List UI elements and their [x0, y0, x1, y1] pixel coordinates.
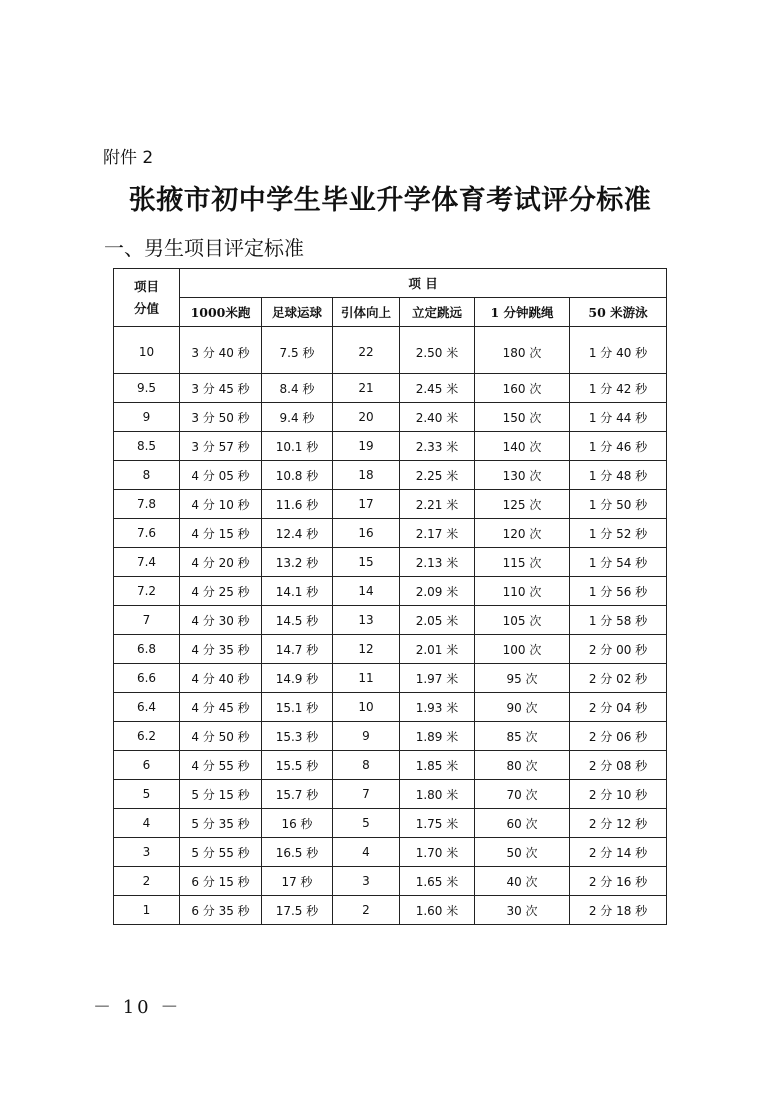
- table-cell: 3 分 45 秒: [180, 374, 262, 403]
- table-row: [114, 722, 667, 751]
- table-cell: 5 分 35 秒: [180, 809, 262, 838]
- attachment-label: 附件 2: [103, 148, 154, 168]
- table-cell: 2 分 18 秒: [570, 896, 667, 925]
- table-cell: 2.33 米: [400, 432, 475, 461]
- table-row: [114, 490, 667, 519]
- score-cell: 6.6: [114, 664, 180, 693]
- table-cell: 110 次: [475, 577, 570, 606]
- table-cell: 4 分 40 秒: [180, 664, 262, 693]
- score-cell: 10: [114, 327, 180, 374]
- table-cell: 21: [333, 374, 400, 403]
- score-cell: 5: [114, 780, 180, 809]
- table-cell: 2.50 米: [400, 327, 475, 374]
- table-cell: 2 分 12 秒: [570, 809, 667, 838]
- table-cell: 4 分 20 秒: [180, 548, 262, 577]
- table-row: [114, 751, 667, 780]
- table-row: [114, 374, 667, 403]
- table-cell: 2.25 米: [400, 461, 475, 490]
- table-cell: 1.75 米: [400, 809, 475, 838]
- table-cell: 2.05 米: [400, 606, 475, 635]
- table-cell: 4 分 30 秒: [180, 606, 262, 635]
- score-cell: 9: [114, 403, 180, 432]
- table-cell: 30 次: [475, 896, 570, 925]
- table-cell: 2 分 08 秒: [570, 751, 667, 780]
- table-cell: 7.5 秒: [262, 327, 333, 374]
- table-cell: 10.8 秒: [262, 461, 333, 490]
- table-cell: 1.60 米: [400, 896, 475, 925]
- table-row: [114, 693, 667, 722]
- table-cell: 2.17 米: [400, 519, 475, 548]
- table-cell: 17 秒: [262, 867, 333, 896]
- table-cell: 2.01 米: [400, 635, 475, 664]
- table-cell: 1 分 52 秒: [570, 519, 667, 548]
- table-cell: 12.4 秒: [262, 519, 333, 548]
- corner-header: [114, 269, 180, 327]
- table-cell: 16: [333, 519, 400, 548]
- table-cell: 1.97 米: [400, 664, 475, 693]
- table-cell: 3: [333, 867, 400, 896]
- table-cell: 14: [333, 577, 400, 606]
- table-cell: 4 分 50 秒: [180, 722, 262, 751]
- document-title: 张掖市初中学生毕业升学体育考试评分标准: [128, 185, 652, 216]
- table-cell: 80 次: [475, 751, 570, 780]
- table-cell: 2.40 米: [400, 403, 475, 432]
- table-cell: 9.4 秒: [262, 403, 333, 432]
- table-cell: 90 次: [475, 693, 570, 722]
- table-cell: 4: [333, 838, 400, 867]
- table-cell: 10: [333, 693, 400, 722]
- table-cell: 16.5 秒: [262, 838, 333, 867]
- table-cell: 15.3 秒: [262, 722, 333, 751]
- table-cell: 1 分 54 秒: [570, 548, 667, 577]
- score-cell: 9.5: [114, 374, 180, 403]
- table-cell: 2 分 02 秒: [570, 664, 667, 693]
- table-cell: 2.09 米: [400, 577, 475, 606]
- table-row: [114, 809, 667, 838]
- table-row: [114, 780, 667, 809]
- table-cell: 140 次: [475, 432, 570, 461]
- table-cell: 1 分 44 秒: [570, 403, 667, 432]
- table-row: [114, 606, 667, 635]
- table-row: [114, 548, 667, 577]
- table-row: [114, 432, 667, 461]
- table-cell: 70 次: [475, 780, 570, 809]
- table-cell: 125 次: [475, 490, 570, 519]
- table-cell: 6 分 35 秒: [180, 896, 262, 925]
- table-cell: 1 分 46 秒: [570, 432, 667, 461]
- table-cell: 12: [333, 635, 400, 664]
- table-cell: 14.7 秒: [262, 635, 333, 664]
- table-cell: 1.70 米: [400, 838, 475, 867]
- table-cell: 85 次: [475, 722, 570, 751]
- table-cell: 50 次: [475, 838, 570, 867]
- table-cell: 15.1 秒: [262, 693, 333, 722]
- corner-header-bottom: 分值: [133, 300, 159, 316]
- table-cell: 17: [333, 490, 400, 519]
- section-heading: 一、男生项目评定标准: [104, 236, 304, 260]
- score-cell: 8.5: [114, 432, 180, 461]
- score-cell: 7.4: [114, 548, 180, 577]
- table-cell: 11: [333, 664, 400, 693]
- table-cell: 1 分 50 秒: [570, 490, 667, 519]
- table-cell: 8: [333, 751, 400, 780]
- table-cell: 2 分 00 秒: [570, 635, 667, 664]
- table-cell: 13.2 秒: [262, 548, 333, 577]
- score-cell: 7.8: [114, 490, 180, 519]
- table-cell: 2: [333, 896, 400, 925]
- column-header: 立定跳远: [400, 298, 475, 327]
- table-cell: 13: [333, 606, 400, 635]
- table-row: [114, 461, 667, 490]
- table-cell: 130 次: [475, 461, 570, 490]
- table-cell: 3 分 50 秒: [180, 403, 262, 432]
- table-cell: 15.5 秒: [262, 751, 333, 780]
- table-cell: 10.1 秒: [262, 432, 333, 461]
- table-cell: 1 分 48 秒: [570, 461, 667, 490]
- table-cell: 6 分 15 秒: [180, 867, 262, 896]
- table-cell: 4 分 10 秒: [180, 490, 262, 519]
- score-cell: 7.6: [114, 519, 180, 548]
- scoring-table: [113, 268, 667, 925]
- table-cell: 4 分 35 秒: [180, 635, 262, 664]
- table-cell: 60 次: [475, 809, 570, 838]
- score-cell: 6.2: [114, 722, 180, 751]
- score-cell: 6: [114, 751, 180, 780]
- table-row: [114, 896, 667, 925]
- table-cell: 4 分 15 秒: [180, 519, 262, 548]
- table-cell: 5 分 15 秒: [180, 780, 262, 809]
- table-cell: 17.5 秒: [262, 896, 333, 925]
- table-cell: 14.1 秒: [262, 577, 333, 606]
- table-cell: 1.89 米: [400, 722, 475, 751]
- table-cell: 22: [333, 327, 400, 374]
- page-number: － 10 －: [93, 997, 182, 1018]
- score-cell: 4: [114, 809, 180, 838]
- table-cell: 1.65 米: [400, 867, 475, 896]
- table-cell: 5 分 55 秒: [180, 838, 262, 867]
- score-cell: 7.2: [114, 577, 180, 606]
- table-cell: 5: [333, 809, 400, 838]
- column-header: 50 米游泳: [570, 298, 667, 327]
- table-row: [114, 664, 667, 693]
- table-cell: 18: [333, 461, 400, 490]
- score-cell: 6.8: [114, 635, 180, 664]
- column-header: 1 分钟跳绳: [475, 298, 570, 327]
- table-cell: 2.13 米: [400, 548, 475, 577]
- table-row: [114, 403, 667, 432]
- table-cell: 105 次: [475, 606, 570, 635]
- table-cell: 1 分 40 秒: [570, 327, 667, 374]
- table-cell: 2 分 14 秒: [570, 838, 667, 867]
- column-header: 足球运球: [262, 298, 333, 327]
- table-cell: 14.9 秒: [262, 664, 333, 693]
- table-cell: 180 次: [475, 327, 570, 374]
- group-header: 项 目: [180, 269, 667, 298]
- table-cell: 2.21 米: [400, 490, 475, 519]
- table-cell: 14.5 秒: [262, 606, 333, 635]
- table-cell: 2 分 06 秒: [570, 722, 667, 751]
- score-cell: 6.4: [114, 693, 180, 722]
- table-cell: 1 分 56 秒: [570, 577, 667, 606]
- table-cell: 1.93 米: [400, 693, 475, 722]
- table-cell: 15: [333, 548, 400, 577]
- table-cell: 2.45 米: [400, 374, 475, 403]
- table-cell: 1 分 42 秒: [570, 374, 667, 403]
- table-cell: 120 次: [475, 519, 570, 548]
- score-cell: 8: [114, 461, 180, 490]
- table-cell: 3 分 57 秒: [180, 432, 262, 461]
- table-cell: 4 分 55 秒: [180, 751, 262, 780]
- score-cell: 7: [114, 606, 180, 635]
- table-cell: 11.6 秒: [262, 490, 333, 519]
- table-cell: 40 次: [475, 867, 570, 896]
- table-row: [114, 838, 667, 867]
- table-cell: 150 次: [475, 403, 570, 432]
- score-cell: 3: [114, 838, 180, 867]
- table-cell: 1 分 58 秒: [570, 606, 667, 635]
- table-cell: 3 分 40 秒: [180, 327, 262, 374]
- table-row: [114, 577, 667, 606]
- table-cell: 2 分 10 秒: [570, 780, 667, 809]
- score-cell: 2: [114, 867, 180, 896]
- table-cell: 15.7 秒: [262, 780, 333, 809]
- table-cell: 4 分 05 秒: [180, 461, 262, 490]
- table-cell: 1.85 米: [400, 751, 475, 780]
- corner-header-top: 项目: [133, 278, 159, 294]
- table-cell: 100 次: [475, 635, 570, 664]
- table-cell: 16 秒: [262, 809, 333, 838]
- table-cell: 8.4 秒: [262, 374, 333, 403]
- table-row: [114, 635, 667, 664]
- score-cell: 1: [114, 896, 180, 925]
- table-cell: 4 分 25 秒: [180, 577, 262, 606]
- table-cell: 1.80 米: [400, 780, 475, 809]
- table-cell: 2 分 04 秒: [570, 693, 667, 722]
- table-cell: 2 分 16 秒: [570, 867, 667, 896]
- table-row: [114, 519, 667, 548]
- table-cell: 4 分 45 秒: [180, 693, 262, 722]
- table-cell: 9: [333, 722, 400, 751]
- table-row: [114, 327, 667, 374]
- table-cell: 20: [333, 403, 400, 432]
- table-row: [114, 867, 667, 896]
- column-header: 1000米跑: [180, 298, 262, 327]
- table-cell: 115 次: [475, 548, 570, 577]
- table-cell: 19: [333, 432, 400, 461]
- column-header: 引体向上: [333, 298, 400, 327]
- table-cell: 95 次: [475, 664, 570, 693]
- table-cell: 7: [333, 780, 400, 809]
- table-cell: 160 次: [475, 374, 570, 403]
